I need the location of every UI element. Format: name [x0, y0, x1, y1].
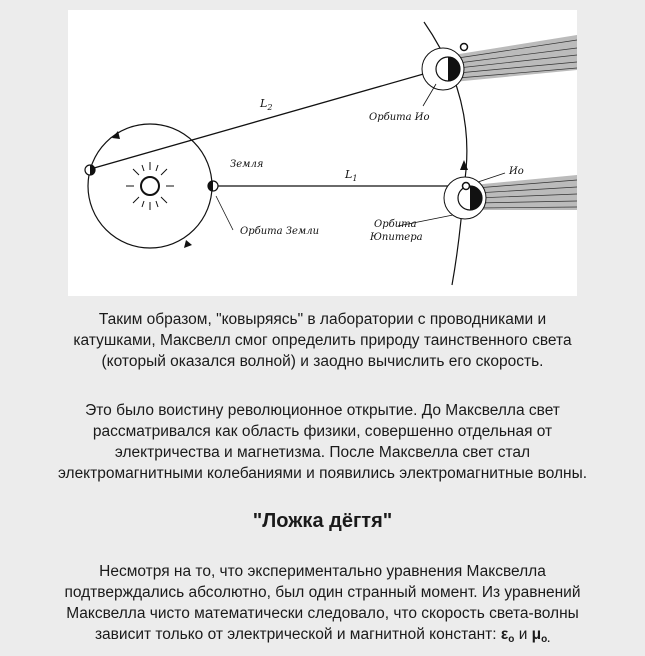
paragraph-3 — [0, 561, 645, 650]
label-jupiter-orbit-2: Юпитера — [370, 232, 423, 243]
paragraph-1-line: Таким образом, "ковыряясь" в лаборатории с проводниками и — [98, 311, 547, 328]
mu-symbol: μ — [531, 626, 542, 643]
mu-subscript: o. — [541, 634, 551, 645]
jupiter-lower — [444, 175, 577, 219]
orbit-diagram — [68, 10, 577, 296]
conjunction: и — [518, 626, 528, 643]
epsilon-subscript: o — [508, 634, 515, 645]
label-l1: $L_1$ — [345, 168, 358, 183]
paragraph-2-line: электричества и магнетизма. После Максвелла свет стал — [114, 444, 531, 461]
epsilon-symbol: ε — [500, 626, 509, 643]
paragraph-3-line: Несмотря на то, что экспериментально уравнения Максвелла — [99, 563, 546, 580]
orbit-diagram-svg — [68, 10, 577, 296]
paragraph-1-line: (который оказался волной) и заодно вычислить его скорость. — [101, 353, 544, 370]
section-heading: "Ложка дёгтя" — [252, 510, 393, 532]
label-l2: $L_2$ — [260, 97, 273, 112]
paragraph-2 — [0, 400, 645, 484]
orbit-arrow-bottom — [184, 240, 192, 248]
earth-orbit-leader — [216, 196, 233, 230]
paragraph-2-line: Это было воистину революционное открытие. До Максвелла свет — [85, 402, 560, 419]
label-jupiter-orbit-1: Орбита — [374, 219, 417, 230]
paragraph-3-line: зависит только от электрической и магнитной констант: — [94, 626, 497, 643]
paragraph-2-line: электромагнитными колебаниями и появились электромагнитные волны. — [57, 465, 588, 482]
label-io: Ио — [509, 166, 524, 177]
paragraph-2-line: рассматривался как область физики, совершенно отдельная от — [92, 423, 553, 440]
label-io-orbit: Орбита Ио — [369, 112, 430, 123]
paragraph-3-line: подтверждались абсолютно, был один странный момент. Из уравнений — [64, 584, 581, 601]
paragraph-3-line: Максвелла чисто математически следовало, что скорость света-волны — [66, 605, 579, 622]
earth-position-left — [85, 165, 95, 175]
sun-icon — [126, 162, 174, 210]
io-orbit-leader — [423, 84, 436, 106]
paragraph-3-last-line — [0, 624, 645, 650]
label-earth-orbit: Орбита Земли — [240, 226, 320, 237]
jupiter-upper — [422, 35, 577, 90]
paragraph-1-line: катушками, Максвелл смог определить природу таинственного света — [73, 332, 572, 349]
paragraph-1 — [0, 309, 645, 372]
earth-position-right — [208, 181, 218, 191]
label-earth: Земля — [230, 159, 264, 170]
io-leader — [478, 173, 505, 182]
